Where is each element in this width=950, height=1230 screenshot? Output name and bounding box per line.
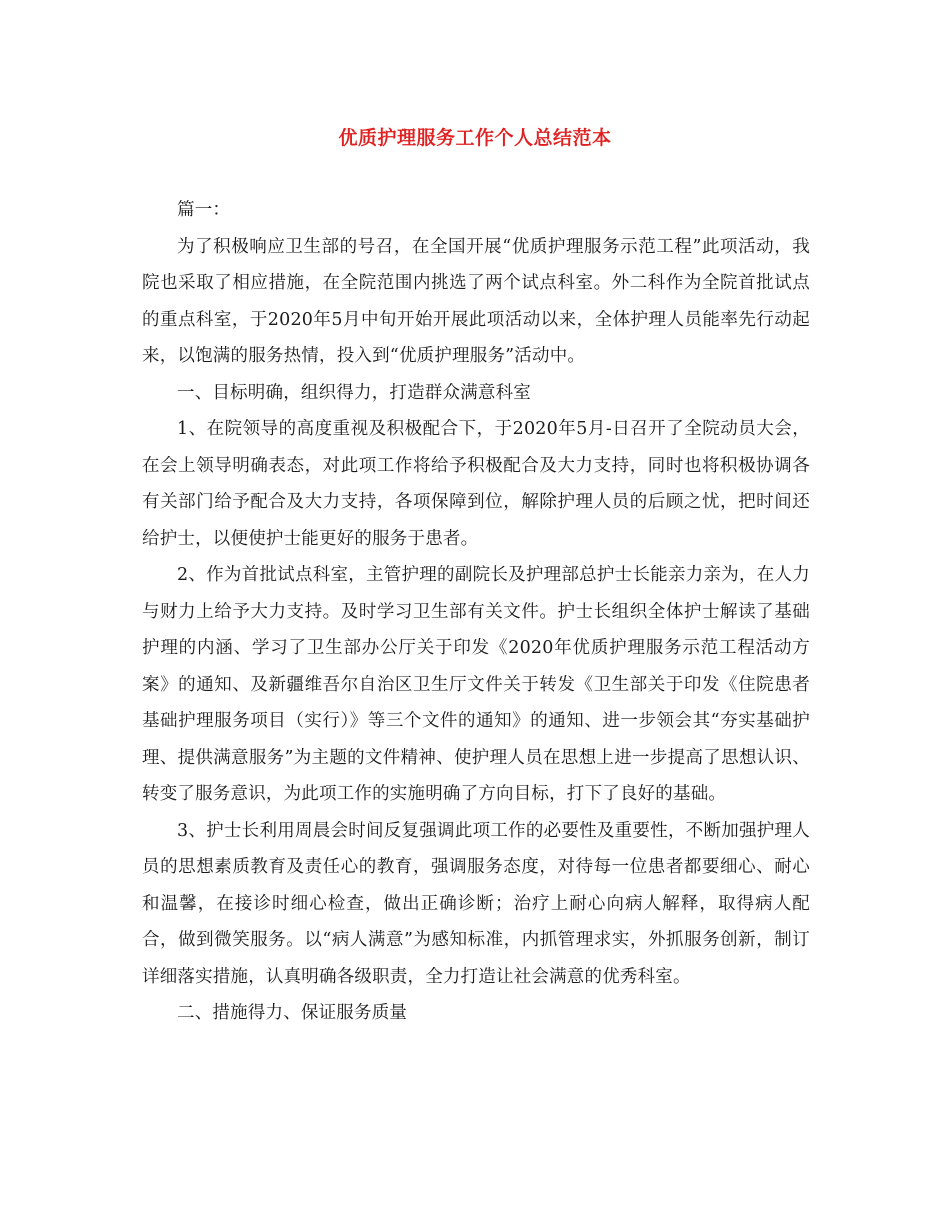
section-heading-2: 二、措施得力、保证服务质量 bbox=[177, 1003, 408, 1023]
section-heading-1: 一、目标明确，组织得力，打造群众满意科室 bbox=[177, 382, 531, 403]
paragraph-item-1: 1、在院领导的高度重视及积极配合下，于2020年5月-日召开了全院动员大会，在会上领导明确表态，对此项工作将给予积极配合及大力支持，同时也将积极协调各有关部门给予配合及大力支持，各项保障到位，解除护理人员的后顾之忧，把时间还给护士，以便使护士能更好的服务于患者。 bbox=[142, 419, 810, 549]
paragraph-intro: 为了积极响应卫生部的号召，在全国开展“优质护理服务示范工程”此项活动，我院也采取了相应措施，在全院范围内挑选了两个试点科室。外二科作为全院首批试点的重点科室，于2020年5月中旬开始开展此项活动以来，全体护理人员能率先行动起来，以饱满的服务热情，投入到“优质护理服务”活动中。 bbox=[142, 236, 810, 366]
paragraph-item-3: 3、护士长利用周晨会时间反复强调此项工作的必要性及重要性，不断加强护理人员的思想素质教育及责任心的教育，强调服务态度，对待每一位患者都要细心、耐心和温馨，在接诊时细心检查，做出正确诊断；治疗上耐心向病人解释，取得病人配合，做到微笑服务。以“病人满意”为感知标准，内抓管理求实，外抓服务创新，制订详细落实措施，认真明确各级职责，全力打造让社会满意的优秀科室。 bbox=[142, 820, 810, 987]
paragraph-item-2: 2、作为首批试点科室，主管护理的副院长及护理部总护士长能亲力亲为，在人力与财力上给予大力支持。及时学习卫生部有关文件。护士长组织全体护士解读了基础护理的内涵、学习了卫生部办公厅关于印发《2020年优质护理服务示范工程活动方案》的通知、及新疆维吾尔自治区卫生厅文件关于转发《卫生部关于印发《住院患者基础护理服务项目（实行）》等三个文件的通知》的通知、进一步领会其“夯实基础护理、提供满意服务”为主题的文件精神、使护理人员在思想上进一步提高了思想认识、转变了服务意识，为此项工作的实施明确了方向目标，打下了良好的基础。 bbox=[142, 565, 810, 804]
document-body bbox=[142, 192, 810, 1032]
paragraph-heading-part-one: 篇一： bbox=[177, 200, 231, 220]
document-title: 优质护理服务工作个人总结范本 bbox=[338, 127, 612, 149]
